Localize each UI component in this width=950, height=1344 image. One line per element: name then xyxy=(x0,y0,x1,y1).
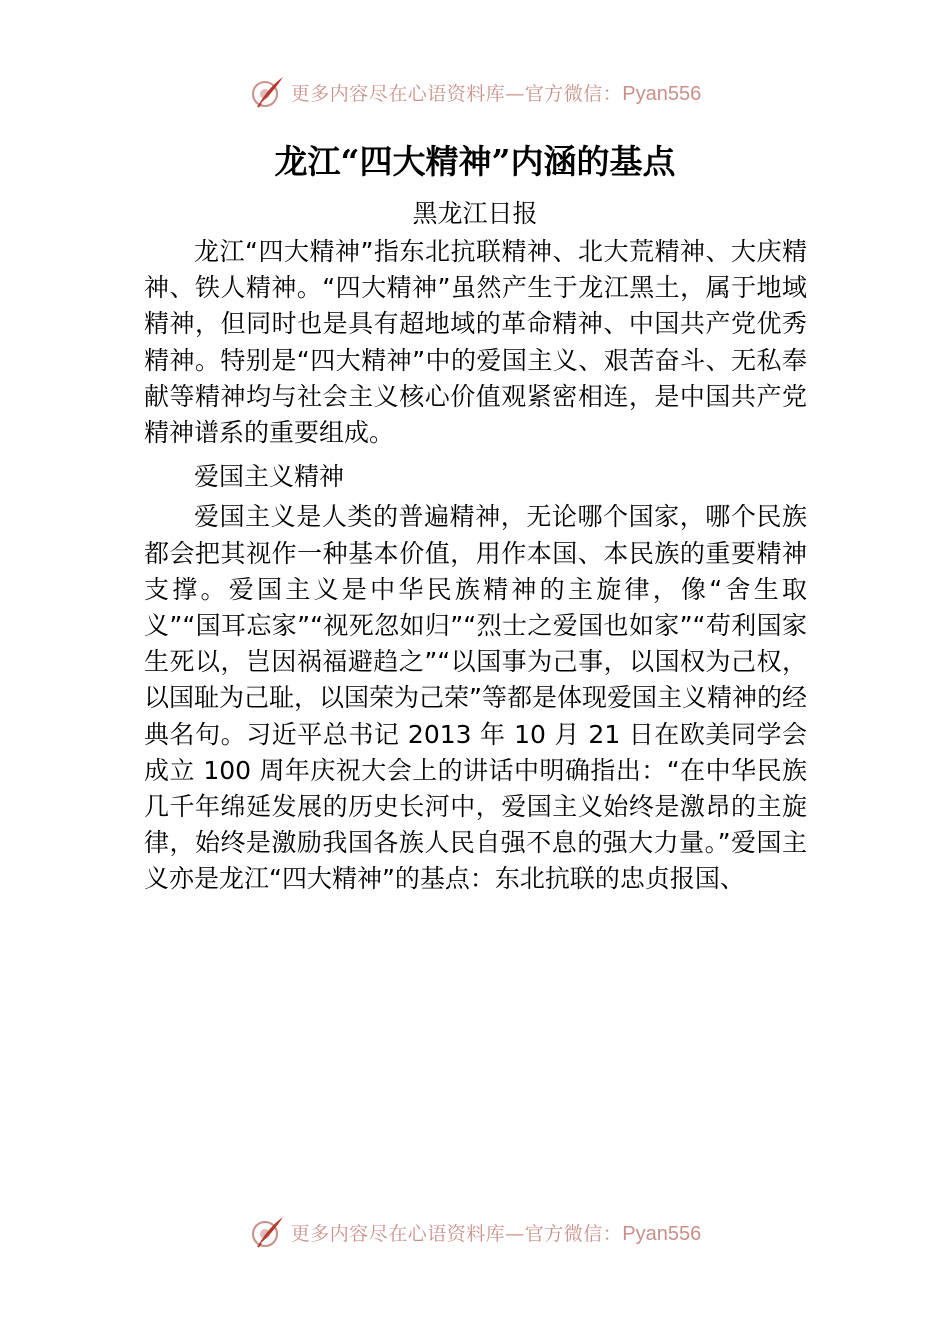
section-heading: 爱国主义精神 xyxy=(194,462,345,492)
watermark-label: 更多内容尽在心语资料库—官方微信： xyxy=(290,82,623,105)
watermark-wechat-id: Pyan556 xyxy=(622,82,702,105)
watermark-text xyxy=(291,1219,701,1246)
watermark-text xyxy=(291,79,701,106)
watermark-wechat-id: Pyan556 xyxy=(622,1222,702,1245)
quill-logo-icon xyxy=(249,1214,285,1250)
watermark-label: 更多内容尽在心语资料库—官方微信： xyxy=(290,1222,623,1245)
document-title: 龙江“四大精神”内涵的基点 xyxy=(274,142,676,181)
header-watermark xyxy=(0,70,950,114)
quill-logo-icon xyxy=(249,74,285,110)
section-paragraph: 爱国主义是人类的普遍精神，无论哪个国家，哪个民族都会把其视作一种基本价值，用作本国、本民族的重要精神支撑。爱国主义是中华民族精神的主旋律，像“舍生取义”“国耳忘家”“视死忽如归”“烈士之爱国也如家”“苟利国家生死以，岂因祸福避趋之”“以国事为己事，以国权为己权，以国耻为己耻，以国荣为己荣”等都是体现爱国主义精神的经典名句。习近平总书记 2013 年 10 月 21 日在欧美同学会成立 100 周年庆祝大会上的讲话中明确指出：“在中华民族几千年绵延发展的历史长河中，爱国主义始终是激昂的主旋律，始终是激励我国各族人民自强不息的强大力量。”爱国主义亦是龙江“四大精神”的基点：东北抗联的忠贞报国、 xyxy=(144,502,807,894)
intro-paragraph: 龙江“四大精神”指东北抗联精神、北大荒精神、大庆精神、铁人精神。“四大精神”虽然产生于龙江黑土，属于地域精神，但同时也是具有超地域的革命精神、中国共产党优秀精神。特别是“四大精神”中的爱国主义、艰苦奋斗、无私奉献等精神均与社会主义核心价值观紧密相连，是中国共产党精神谱系的重要组成。 xyxy=(144,237,807,448)
document-source: 黑龙江日报 xyxy=(412,199,538,228)
footer-watermark xyxy=(0,1210,950,1254)
document-body xyxy=(144,234,807,898)
